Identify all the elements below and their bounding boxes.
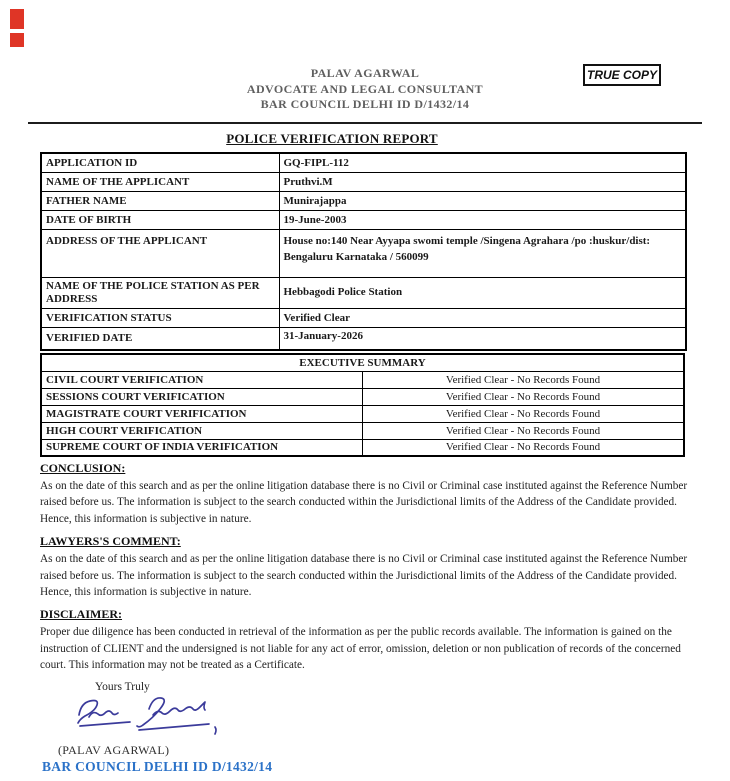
signature — [73, 695, 689, 743]
executive-summary-title: EXECUTIVE SUMMARY — [41, 354, 684, 371]
field-label: VERIFIED DATE — [41, 327, 279, 350]
field-label: ADDRESS OF THE APPLICANT — [41, 229, 279, 277]
conclusion-body: As on the date of this search and as per the online litigation database there is no Civil or Criminal case instituted against the Reference Number raised before us. The information is subject to the search conducted within the Jurisdictional limits of the Address of the Candidate provided. Hence, this information is subjective in nature. — [40, 480, 688, 525]
field-label: FATHER NAME — [41, 191, 279, 210]
true-copy-label: TRUE COPY — [586, 68, 657, 82]
lawyers-comment-body: As on the date of this search and as per the online litigation database there is no Civil or Criminal case instituted against the Reference Number raised before us. The information is subject to the search conducted within the Jurisdictional limits of the Address of the Candidate provided. Hence, this information is subjective in nature. — [40, 553, 688, 599]
table-row — [41, 229, 686, 277]
header-divider-line — [28, 122, 702, 124]
verification-result: Verified Clear - No Records Found — [363, 422, 685, 439]
table-row — [41, 405, 684, 422]
table-row — [41, 388, 684, 405]
red-stamp-mark-top — [10, 9, 24, 29]
table-row — [41, 153, 686, 172]
field-value: Hebbagodi Police Station — [279, 277, 686, 308]
field-label: DATE OF BIRTH — [41, 210, 279, 229]
conclusion-heading: CONCLUSION: — [40, 461, 126, 475]
table-row — [41, 371, 684, 388]
table-row — [41, 439, 684, 456]
verification-result: Verified Clear - No Records Found — [363, 371, 685, 388]
field-value: House no:140 Near Ayyapa swomi temple /Singena Agrahara /po :huskur/dist: Bengaluru Karnataka / 560099 — [279, 229, 686, 277]
salutation: Yours Truly — [95, 680, 150, 693]
verification-label: SUPREME COURT OF INDIA VERIFICATION — [41, 439, 363, 456]
document-title: POLICE VERIFICATION REPORT — [226, 131, 438, 146]
field-value: Verified Clear — [279, 308, 686, 327]
table-row — [41, 308, 686, 327]
field-value: 31-January-2026 — [279, 327, 686, 350]
field-label: NAME OF THE APPLICANT — [41, 172, 279, 191]
letterhead — [0, 66, 730, 113]
table-row — [41, 210, 686, 229]
letterhead-designation: ADVOCATE AND LEGAL CONSULTANT — [246, 81, 484, 96]
table-row — [41, 191, 686, 210]
field-label: NAME OF THE POLICE STATION AS PER ADDRESS — [41, 277, 279, 308]
table-row — [41, 172, 686, 191]
executive-summary-table — [40, 353, 685, 457]
signer-name: (PALAV AGARWAL) — [58, 742, 170, 757]
disclaimer-heading: DISCLAIMER: — [40, 607, 123, 622]
table-row — [41, 422, 684, 439]
field-label: VERIFICATION STATUS — [41, 308, 279, 327]
verification-result: Verified Clear - No Records Found — [363, 439, 685, 456]
field-label: APPLICATION ID — [41, 153, 279, 172]
verification-label: HIGH COURT VERIFICATION — [41, 422, 363, 439]
table-row — [41, 327, 686, 350]
field-value: Pruthvi.M — [279, 172, 686, 191]
disclaimer-body: Proper due diligence has been conducted in retrieval of the information as per the public records available. The information is gained on the instruction of CLIENT and the undersigned is not liable for any act of error, omission, deletion or non publication of records of the concerned court. This information may not be treated as a Certificate. — [40, 626, 681, 672]
narrative-sections — [40, 461, 689, 775]
signature-ink-icon — [73, 695, 248, 743]
verification-result: Verified Clear - No Records Found — [363, 405, 685, 422]
verification-label: CIVIL COURT VERIFICATION — [41, 371, 363, 388]
lawyers-comment-heading: LAWYERS'S COMMENT: — [40, 534, 181, 549]
red-stamp-mark-bottom — [10, 33, 24, 47]
field-value: GQ-FIPL-112 — [279, 153, 686, 172]
bar-council-id: BAR COUNCIL DELHI ID D/1432/14 — [42, 758, 273, 774]
applicant-details-table — [40, 152, 687, 351]
verification-result: Verified Clear - No Records Found — [363, 388, 685, 405]
table-header-row — [41, 354, 684, 371]
field-value: 19-June-2003 — [279, 210, 686, 229]
table-row — [41, 277, 686, 308]
letterhead-bar-id: BAR COUNCIL DELHI ID D/1432/14 — [260, 97, 470, 111]
letterhead-name: PALAV AGARWAL — [310, 66, 420, 80]
field-value: Munirajappa — [279, 191, 686, 210]
verification-label: MAGISTRATE COURT VERIFICATION — [41, 405, 363, 422]
verification-label: SESSIONS COURT VERIFICATION — [41, 388, 363, 405]
